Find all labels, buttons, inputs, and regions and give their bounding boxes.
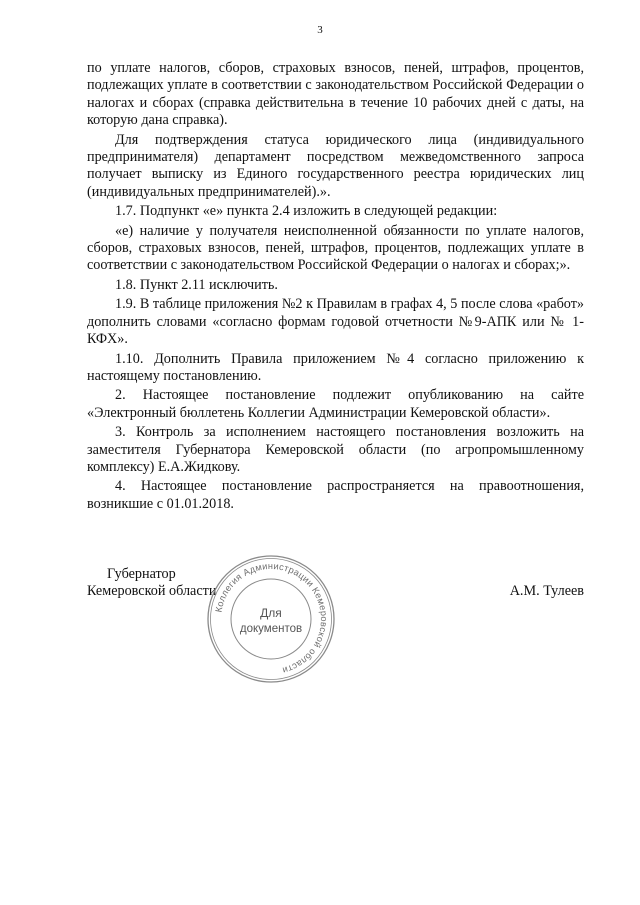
signature-title-line2: Кемеровской области	[87, 583, 217, 600]
signature-title-line1: Губернатор	[107, 566, 176, 582]
document-body	[87, 60, 584, 515]
paragraph-1-8: 1.8. Пункт 2.11 исключить.	[115, 276, 278, 293]
paragraph-status-confirmation: Для подтверждения статуса юридического лица (индивидуального предпринимателя) департамент посредством межведомственного запроса получает выписку из Единого государственного реестра юридических лиц (индивидуальных предпринимателей).».	[87, 131, 584, 200]
paragraph-continuation: по уплате налогов, сборов, страховых взносов, пеней, штрафов, процентов, подлежащих уплате в соответствии с законодательством Российской Федерации о налогах и сборах (справка действительна в течение 10 рабочих дней с даты, на которую дана справка).	[87, 60, 584, 129]
paragraph-1-7: 1.7. Подпункт «е» пункта 2.4 изложить в следующей редакции:	[115, 203, 498, 220]
stamp-ring-text: Коллегия Администрации Кемеровской области	[213, 560, 330, 676]
page-number: 3	[317, 24, 323, 36]
stamp-icon	[205, 553, 337, 685]
paragraph-1-9: 1.9. В таблице приложения №2 к Правилам в графах 4, 5 после слова «работ» дополнить словами «согласно формам годовой отчетности №9-АПК или № 1-КФХ».	[87, 296, 584, 348]
official-stamp	[205, 553, 337, 685]
paragraph-1-10: 1.10. Дополнить Правила приложением №4 согласно приложению к настоящему постановлению.	[87, 350, 584, 384]
stamp-center-line2: документов	[239, 623, 303, 635]
paragraph-4: 4. Настоящее постановление распространяется на правоотношения, возникшие с 01.01.2018.	[87, 478, 584, 512]
stamp-center-line1: Для	[260, 606, 282, 620]
paragraph-2: 2. Настоящее постановление подлежит опубликованию на сайте «Электронный бюллетень Коллегии Администрации Кемеровской области».	[87, 387, 584, 421]
paragraph-subitem-e: «е) наличие у получателя неисполненной обязанности по уплате налогов, сборов, страховых взносов, пеней, штрафов, процентов, подлежащих уплате в соответствии с законодательством Российской Федерации о налогах и сборах;».	[87, 222, 584, 274]
signatory-name: А.М. Тулеев	[509, 583, 584, 599]
paragraph-3: 3. Контроль за исполнением настоящего постановления возложить на заместителя Губернатора Кемеровской области (по агропромышленному комплексу) Е.А.Жидкову.	[87, 424, 584, 475]
